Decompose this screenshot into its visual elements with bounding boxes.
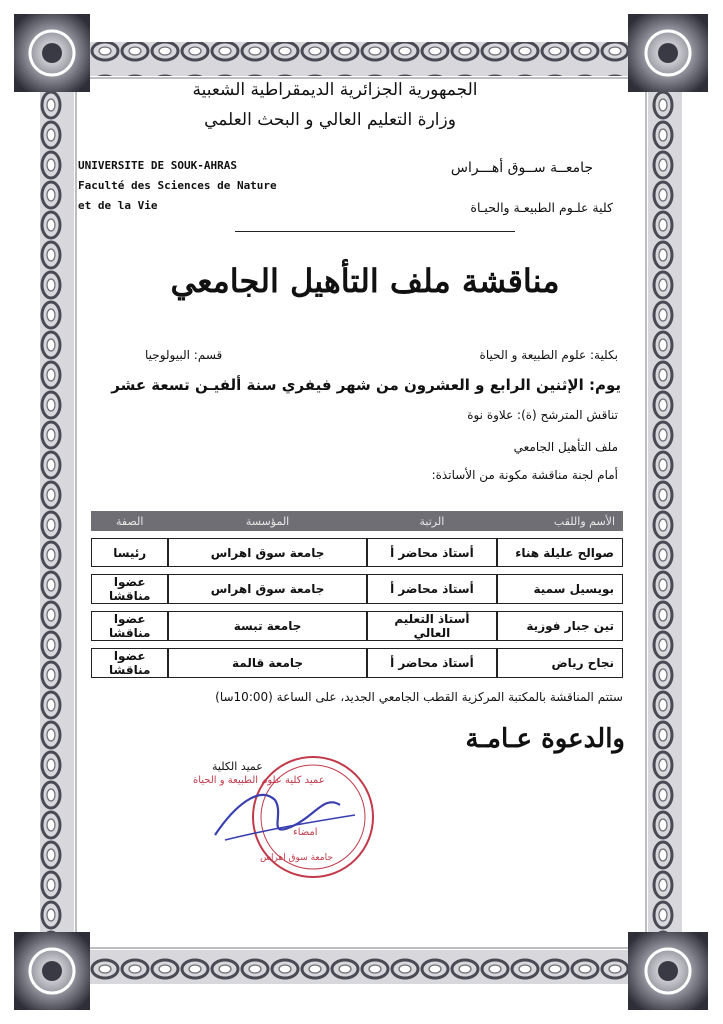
- member-name: نجاح رياض: [497, 648, 623, 678]
- member-institution: جامعة سوق اهراس: [168, 574, 366, 604]
- table-row: [91, 538, 623, 567]
- faculty-name-fr-line2: et de la Vie: [78, 199, 158, 212]
- member-institution: جامعة سوق اهراس: [168, 538, 366, 567]
- committee-intro: أمام لجنة مناقشة مكونة من الأساتذة:: [431, 468, 618, 482]
- ministry-heading: وزارة التعليم العالي و البحث العلمي: [204, 110, 456, 130]
- table-row: [91, 648, 623, 678]
- header-name: الأسم واللقب: [497, 511, 623, 531]
- member-role: عضوا مناقشا: [91, 574, 168, 604]
- department-line: قسم: البيولوجيا: [145, 348, 223, 362]
- university-name-ar: جامعــة ســوق أهـــراس: [450, 160, 593, 176]
- official-stamp: [193, 745, 375, 895]
- faculty-name-ar: كلية علـوم الطبيعـة والحيـاة: [470, 200, 613, 215]
- member-rank: أستاذ محاضر أ: [367, 574, 498, 604]
- table-row: [91, 611, 623, 641]
- venue-time-line: ستتم المناقشة بالمكتبة المركزية القطب الجامعي الجديد، على الساعة (10:00سا): [215, 690, 623, 704]
- stamp-text-dean: عميد كلية علوم الطبيعة و الحياة: [193, 775, 325, 786]
- defense-date: يوم: الإثنين الرابع و العشرون من شهر فيفري سنة ألفيـن تسعة عشر: [111, 376, 621, 394]
- university-name-fr: UNIVERSITE DE SOUK-AHRAS: [78, 159, 237, 172]
- frame-bottom: [60, 950, 663, 984]
- frame-corner-top-right: [628, 14, 708, 92]
- header-rank: الرتبة: [367, 511, 498, 531]
- member-institution: جامعة قالمة: [168, 648, 366, 678]
- member-name: تين جبار فوزية: [497, 611, 623, 641]
- member-name: بويسيل سمية: [497, 574, 623, 604]
- republic-heading: الجمهورية الجزائرية الديمقراطية الشعبية: [192, 80, 478, 100]
- frame-right: [648, 60, 682, 960]
- header-divider: [235, 231, 515, 232]
- committee-table: [91, 504, 623, 685]
- stamp-text-sign: امضاء: [293, 827, 318, 838]
- member-rank: أستاذ التعليم العالي: [367, 611, 498, 641]
- member-role: عضوا مناقشا: [91, 611, 168, 641]
- faculty-name-fr-line1: Faculté des Sciences de Nature: [78, 179, 277, 192]
- frame-corner-bottom-left: [14, 932, 90, 1010]
- frame-top: [60, 42, 663, 76]
- dean-title: عميد الكلية: [212, 760, 263, 773]
- header-role: الصفة: [91, 511, 168, 531]
- table-header-row: [91, 511, 623, 531]
- frame-corner-top-left: [14, 14, 90, 92]
- member-rank: أستاذ محاضر أ: [367, 648, 498, 678]
- member-name: صوالح عليلة هناء: [497, 538, 623, 567]
- header-institution: المؤسسة: [168, 511, 366, 531]
- stamp-text-university: جامعة سوق اهراس: [260, 853, 333, 863]
- member-rank: أستاذ محاضر أ: [367, 538, 498, 567]
- member-institution: جامعة تبسة: [168, 611, 366, 641]
- member-role: عضوا مناقشا: [91, 648, 168, 678]
- public-invitation: والدعوة عـامـة: [465, 724, 625, 754]
- candidate-line: تناقش المترشح (ة): علاوة نوة: [467, 408, 618, 422]
- faculty-line: بكلية: علوم الطبيعة و الحياة: [479, 348, 618, 362]
- member-role: رئيسا: [91, 538, 168, 567]
- document-title: مناقشة ملف التأهيل الجامعي: [170, 262, 560, 300]
- file-type-line: ملف التأهيل الجامعي: [513, 440, 618, 454]
- frame-left: [40, 60, 74, 960]
- frame-corner-bottom-right: [628, 932, 708, 1010]
- table-row: [91, 574, 623, 604]
